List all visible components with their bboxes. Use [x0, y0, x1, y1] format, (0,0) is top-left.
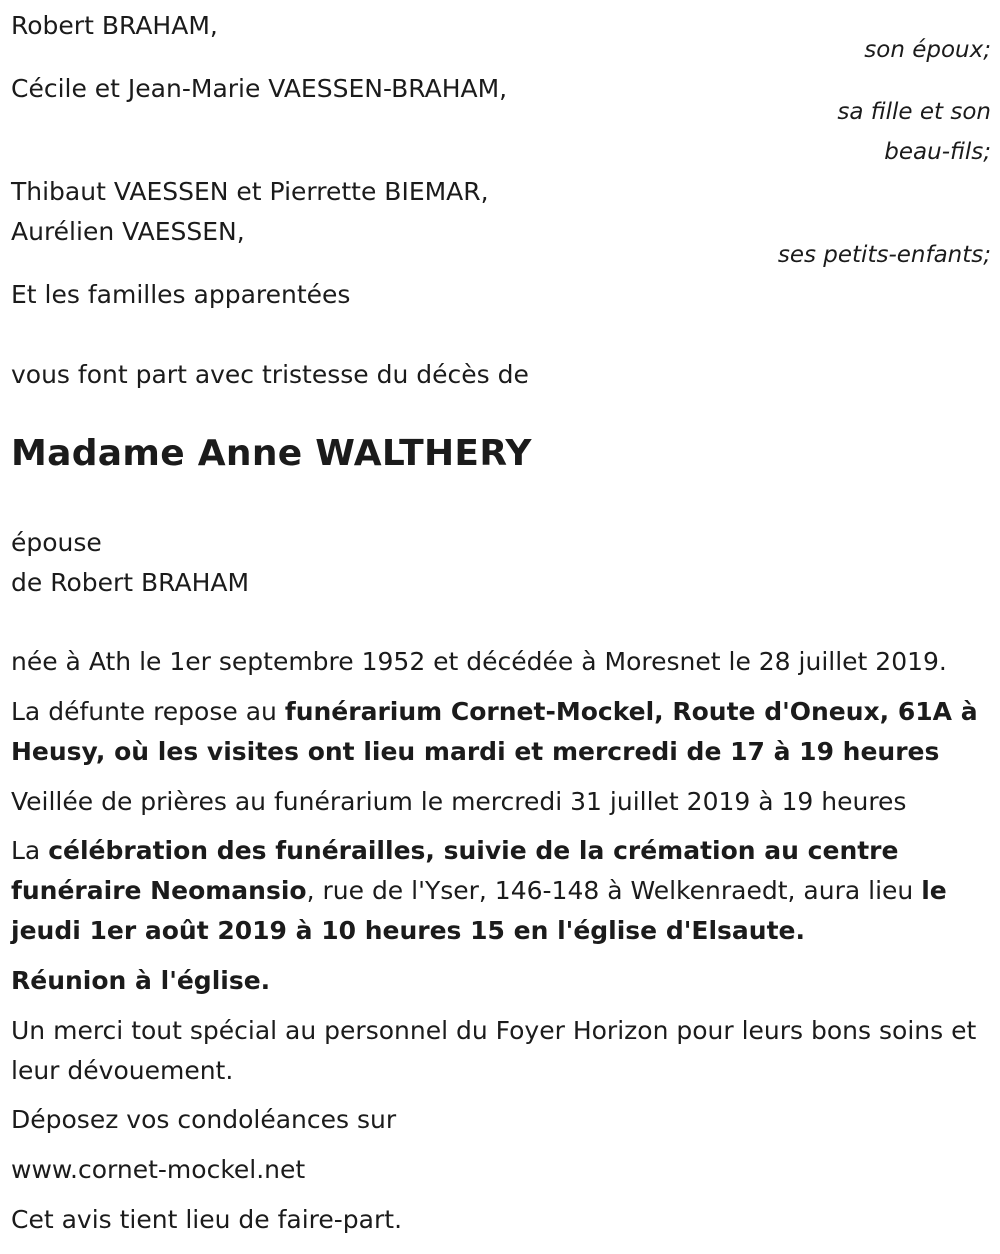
repose-paragraph: [11, 692, 989, 772]
ceremony-paragraph: [11, 831, 989, 951]
repose-location: funérarium Cornet-Mockel, Route d'Oneux, 61A à Heusy, où les visites ont lieu mardi et mercredi de 17 à 19 heures: [11, 697, 978, 766]
grandchild-1: Thibaut VAESSEN et Pierrette BIEMAR,: [11, 177, 489, 206]
deceased-name: Madame Anne WALTHERY: [11, 433, 532, 474]
grandchildren-role: ses petits-enfants;: [777, 242, 991, 268]
daughter-name: Cécile et Jean-Marie VAESSEN-BRAHAM,: [11, 74, 508, 103]
vigil-line: Veillée de prières au funérarium le mercredi 31 juillet 2019 à 19 heures: [11, 787, 907, 816]
spouse-line-1: épouse: [11, 528, 102, 557]
notice-line: Cet avis tient lieu de faire-part.: [11, 1205, 403, 1234]
announcement-line: vous font part avec tristesse du décès de: [11, 360, 529, 389]
husband-role: son époux;: [864, 37, 991, 63]
husband-name: Robert BRAHAM,: [11, 11, 218, 40]
thanks-paragraph: Un merci tout spécial au personnel du Foyer Horizon pour leurs bons soins et leur dévouement.: [11, 1016, 977, 1085]
repose-prefix: La défunte repose au: [11, 697, 285, 726]
daughter-role-line2: beau-fils;: [884, 139, 991, 165]
ceremony-address: , rue de l'Yser, 146-148 à Welkenraedt, aura lieu: [306, 876, 922, 905]
ceremony-date: le jeudi 1er août 2019 à 10 heures 15 en l'église d'Elsaute.: [11, 876, 947, 945]
daughter-role-line1: sa fille et son: [837, 99, 991, 125]
website-link[interactable]: www.cornet-mockel.net: [11, 1155, 306, 1184]
ceremony-prefix: La: [11, 836, 49, 865]
condolences-line: Déposez vos condoléances sur: [11, 1105, 397, 1134]
grandchild-2: Aurélien VAESSEN,: [11, 217, 245, 246]
birth-death-line: née à Ath le 1er septembre 1952 et décédée à Moresnet le 28 juillet 2019.: [11, 647, 947, 676]
ceremony-event: célébration des funérailles, suivie de la crémation au centre funéraire Neomansio: [11, 836, 899, 905]
relatives-line: Et les familles apparentées: [11, 280, 351, 309]
spouse-line-2: de Robert BRAHAM: [11, 568, 250, 597]
meeting-line: Réunion à l'église.: [11, 966, 271, 995]
